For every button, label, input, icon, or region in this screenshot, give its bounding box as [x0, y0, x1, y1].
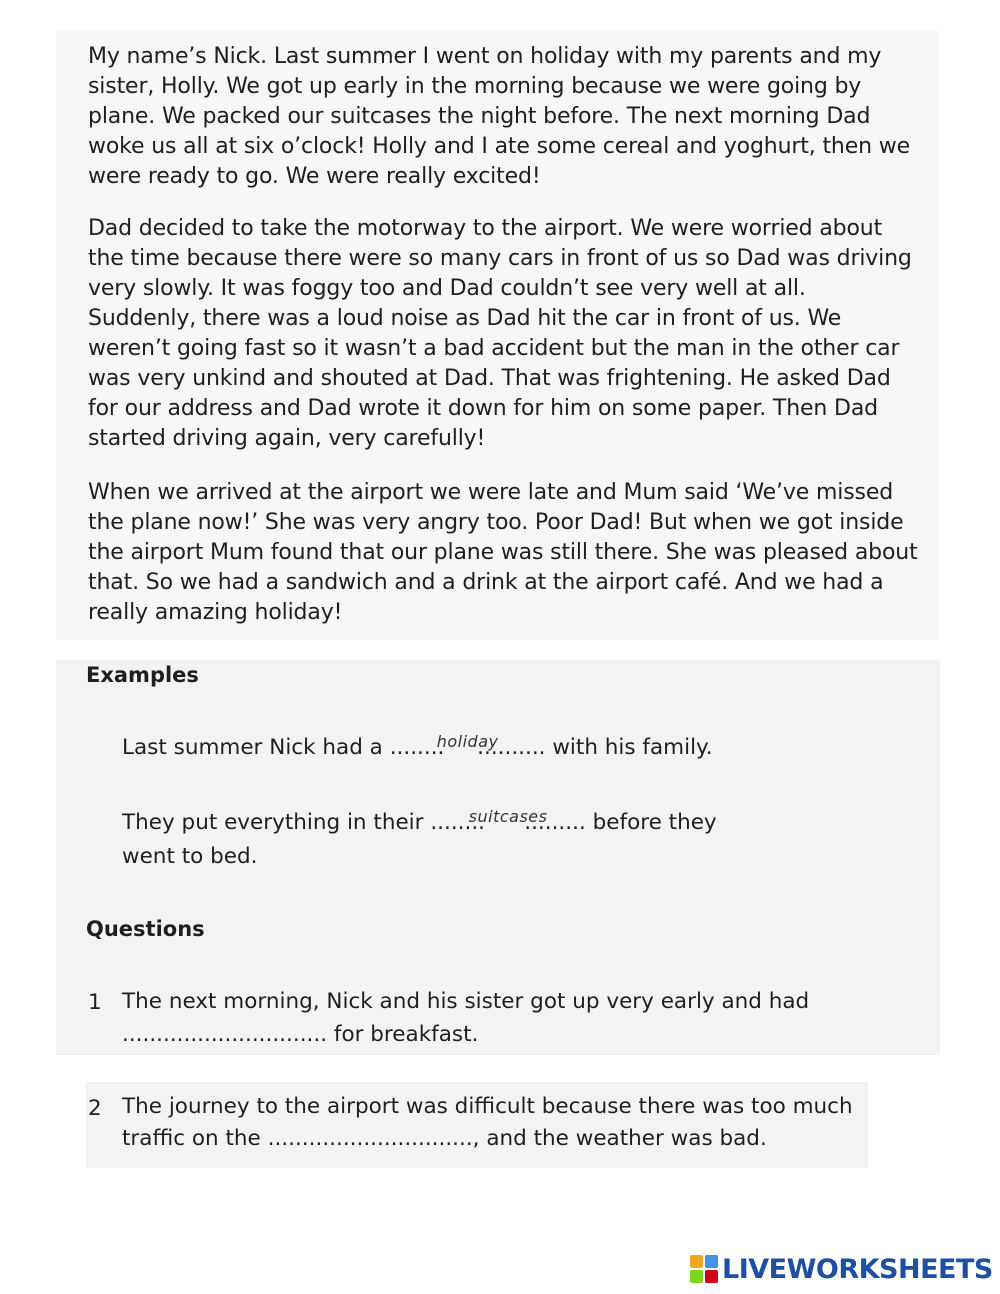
- question-2-gap[interactable]: [268, 1123, 473, 1155]
- example-1-gap: [390, 732, 546, 764]
- example-2-text-after: before they: [592, 810, 717, 835]
- logo-square-3: [690, 1270, 703, 1283]
- example-2-text-before: They put everything in their: [122, 810, 424, 835]
- liveworksheets-wordmark: LIVEWORKSHEETS: [722, 1253, 993, 1285]
- example-2-answer: suitcases: [468, 807, 548, 826]
- example-1-dots-left: ........: [389, 735, 445, 760]
- question-1-dots: ..............................: [122, 1022, 328, 1047]
- question-2-line-2: [122, 1123, 767, 1155]
- example-2-dots-left: ........: [430, 810, 486, 835]
- question-2-text-after: , and the weather was bad.: [472, 1126, 767, 1151]
- reading-paragraph-2: Dad decided to take the motorway to the airport. We were worried about the time because there were so many cars in front of us so Dad was driving very slowly. It was foggy too and Dad couldn’t see very well at all. Suddenly, there was a loud noise as Dad hit the car in front of us. We weren’t going fast so it wasn’t a bad accident but the man in the other car was very unkind and shouted at Dad. That was frightening. He asked Dad for our address and Dad wrote it down for him on some paper. Then Dad started driving again, very carefully!: [88, 216, 912, 451]
- example-2: [122, 807, 717, 839]
- question-1-gap[interactable]: [122, 1019, 327, 1051]
- example-2-gap: [430, 807, 585, 839]
- example-2-dots-right: .........: [524, 810, 586, 835]
- question-2-line-1: The journey to the airport was difficult because there was too much: [122, 1094, 853, 1119]
- logo-square-1: [690, 1255, 703, 1268]
- logo-square-2: [705, 1255, 718, 1268]
- example-1-text-before: Last summer Nick had a: [122, 735, 383, 760]
- liveworksheets-brand[interactable]: [690, 1252, 993, 1286]
- example-1-text-after: with his family.: [552, 735, 713, 760]
- question-1-line-2: [122, 1019, 478, 1051]
- questions-heading: Questions: [86, 917, 205, 941]
- question-1-line-1: The next morning, Nick and his sister got up very early and had: [122, 989, 810, 1014]
- example-1-dots-right: ..........: [477, 735, 546, 760]
- question-2-number: 2: [88, 1096, 102, 1121]
- reading-paragraph-3: When we arrived at the airport we were late and Mum said ‘We’ve missed the plane now!’ She was very angry too. Poor Dad! But when we got inside the airport Mum found that our plane was still there. She was pleased about that. So we had a sandwich and a drink at the airport café. And we had a really amazing holiday!: [88, 480, 918, 625]
- example-2-line-2: went to bed.: [122, 844, 258, 869]
- reading-passage: [56, 30, 938, 640]
- example-1-answer: holiday: [436, 732, 499, 751]
- question-2-dots: ..............................: [267, 1126, 473, 1151]
- reading-paragraph-1: My name’s Nick. Last summer I went on holiday with my parents and my sister, Holly. We got up early in the morning because we were going by plane. We packed our suitcases the night before. The next morning Dad woke us all at six o’clock! Holly and I ate some cereal and yoghurt, then we were ready to go. We were really excited!: [88, 44, 910, 189]
- example-1: [122, 732, 713, 764]
- logo-square-4: [705, 1270, 718, 1283]
- question-2-text-before: traffic on the: [122, 1126, 261, 1151]
- examples-heading: Examples: [86, 663, 199, 687]
- question-1-text-after: for breakfast.: [333, 1022, 479, 1047]
- question-1-number: 1: [88, 990, 102, 1015]
- liveworksheets-logo-icon: [690, 1255, 718, 1283]
